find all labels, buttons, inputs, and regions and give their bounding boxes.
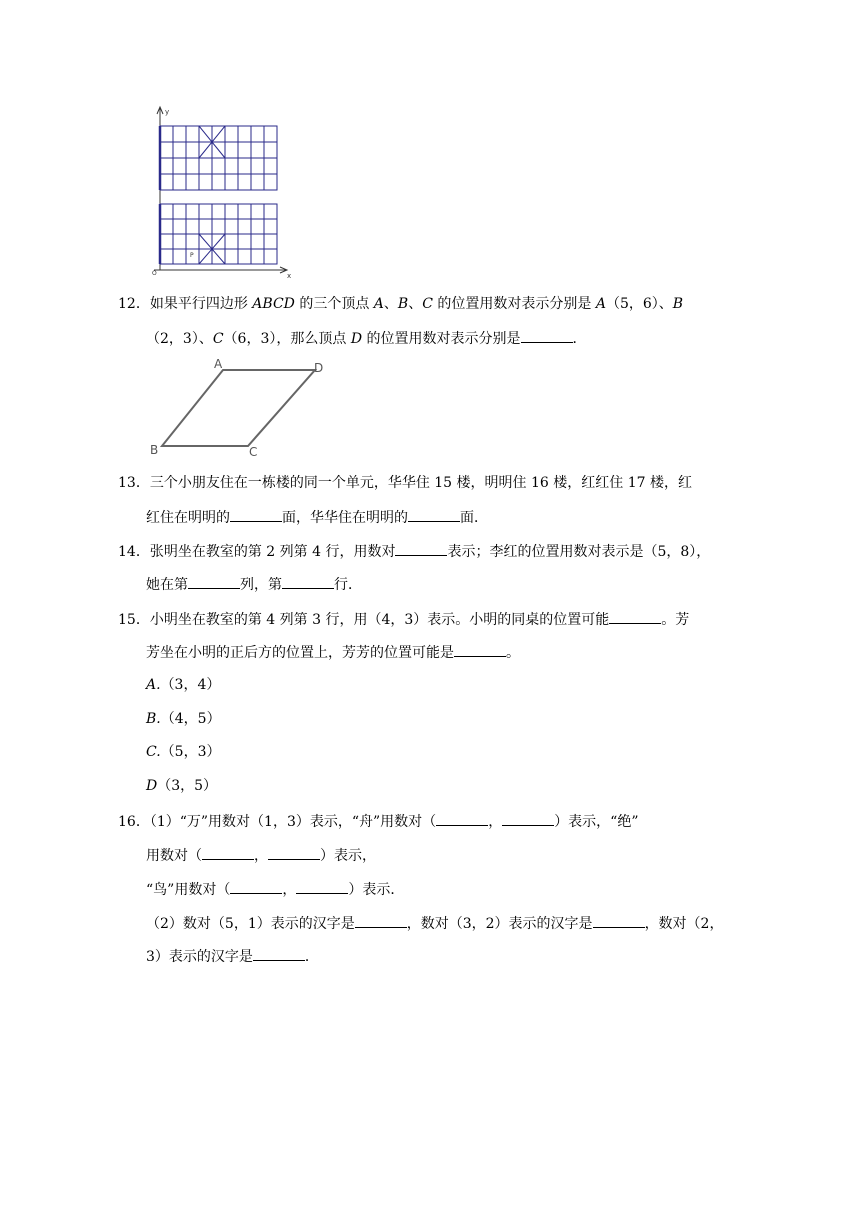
question-number: 12．: [118, 296, 150, 312]
answer-blank[interactable]: [230, 881, 282, 894]
option-a[interactable]: A.（3，4）: [146, 677, 221, 693]
question-14-line-2: 她在第 列，第 行．: [146, 577, 362, 593]
question-number: 13．: [118, 475, 150, 491]
answer-blank[interactable]: [202, 847, 254, 860]
answer-blank[interactable]: [230, 509, 282, 522]
answer-blank[interactable]: [408, 509, 460, 522]
parallelogram-figure: [148, 356, 328, 456]
option-b[interactable]: B.（4，5）: [146, 711, 221, 727]
answer-blank[interactable]: [253, 948, 305, 961]
answer-blank[interactable]: [593, 915, 645, 928]
option-c[interactable]: C.（5，3）: [146, 744, 221, 760]
question-14-line-1: 14．张明坐在教室的第 2 列第 4 行，用数对 表示；李红的位置用数对表示是（5，8），: [118, 544, 711, 560]
answer-blank[interactable]: [268, 847, 320, 860]
question-13-line-1: 13．三个小朋友住在一栋楼的同一个单元，华华住 15 楼，明明住 16 楼，红红住 17 楼，红: [118, 475, 692, 491]
answer-blank[interactable]: [355, 915, 407, 928]
question-15-line-2: 芳坐在小明的正后方的位置上，芳芳的位置可能是 。: [146, 645, 520, 661]
question-number: 15．: [118, 612, 150, 628]
question-16-line-4: （2）数对（5，1）表示的汉字是 ，数对（3，2）表示的汉字是 ，数对（2，: [146, 916, 724, 932]
answer-blank[interactable]: [296, 881, 348, 894]
point-p-label: P: [190, 252, 194, 259]
answer-blank[interactable]: [454, 644, 506, 657]
answer-blank[interactable]: [188, 576, 240, 589]
chess-grid-figure: [146, 104, 296, 280]
question-15-line-1: 15．小明坐在教室的第 4 列第 3 行，用（4，3）表示。小明的同桌的位置可能 。芳: [118, 612, 690, 628]
answer-blank[interactable]: [521, 330, 573, 343]
answer-blank[interactable]: [502, 813, 554, 826]
y-axis-label: y: [165, 108, 170, 116]
question-12-line-1: 12．如果平行四边形 ABCD 的三个顶点 A、B、C 的位置用数对表示分别是 A（5，6）、B: [118, 296, 684, 312]
answer-blank[interactable]: [395, 543, 447, 556]
vertex-d-label: D: [314, 361, 324, 375]
origin-label: O: [152, 270, 157, 277]
question-16-line-5: 3）表示的汉字是 ．: [146, 949, 319, 965]
answer-blank[interactable]: [282, 576, 334, 589]
vertex-b-label: B: [150, 443, 159, 456]
option-d[interactable]: D（3，5）: [146, 778, 218, 794]
x-axis-label: x: [287, 272, 292, 280]
vertex-a-label: A: [214, 357, 223, 371]
question-number: 16．: [118, 814, 150, 830]
answer-blank[interactable]: [609, 611, 661, 624]
vertex-c-label: C: [249, 445, 258, 456]
question-16-line-1: 16．（1）“万”用数对（1，3）表示，“舟”用数对（ ， ）表示，“绝”: [118, 814, 639, 830]
question-number: 14．: [118, 544, 150, 560]
question-16-line-3: “鸟”用数对（ ， ）表示．: [146, 882, 405, 898]
answer-blank[interactable]: [436, 813, 488, 826]
question-12-line-2: （2，3）、C（6，3），那么顶点 D 的位置用数对表示分别是 ．: [146, 331, 587, 347]
question-16-line-2: 用数对（ ， ）表示，: [146, 848, 376, 864]
question-13-line-2: 红住在明明的 面，华华住在明明的 面．: [146, 510, 488, 526]
